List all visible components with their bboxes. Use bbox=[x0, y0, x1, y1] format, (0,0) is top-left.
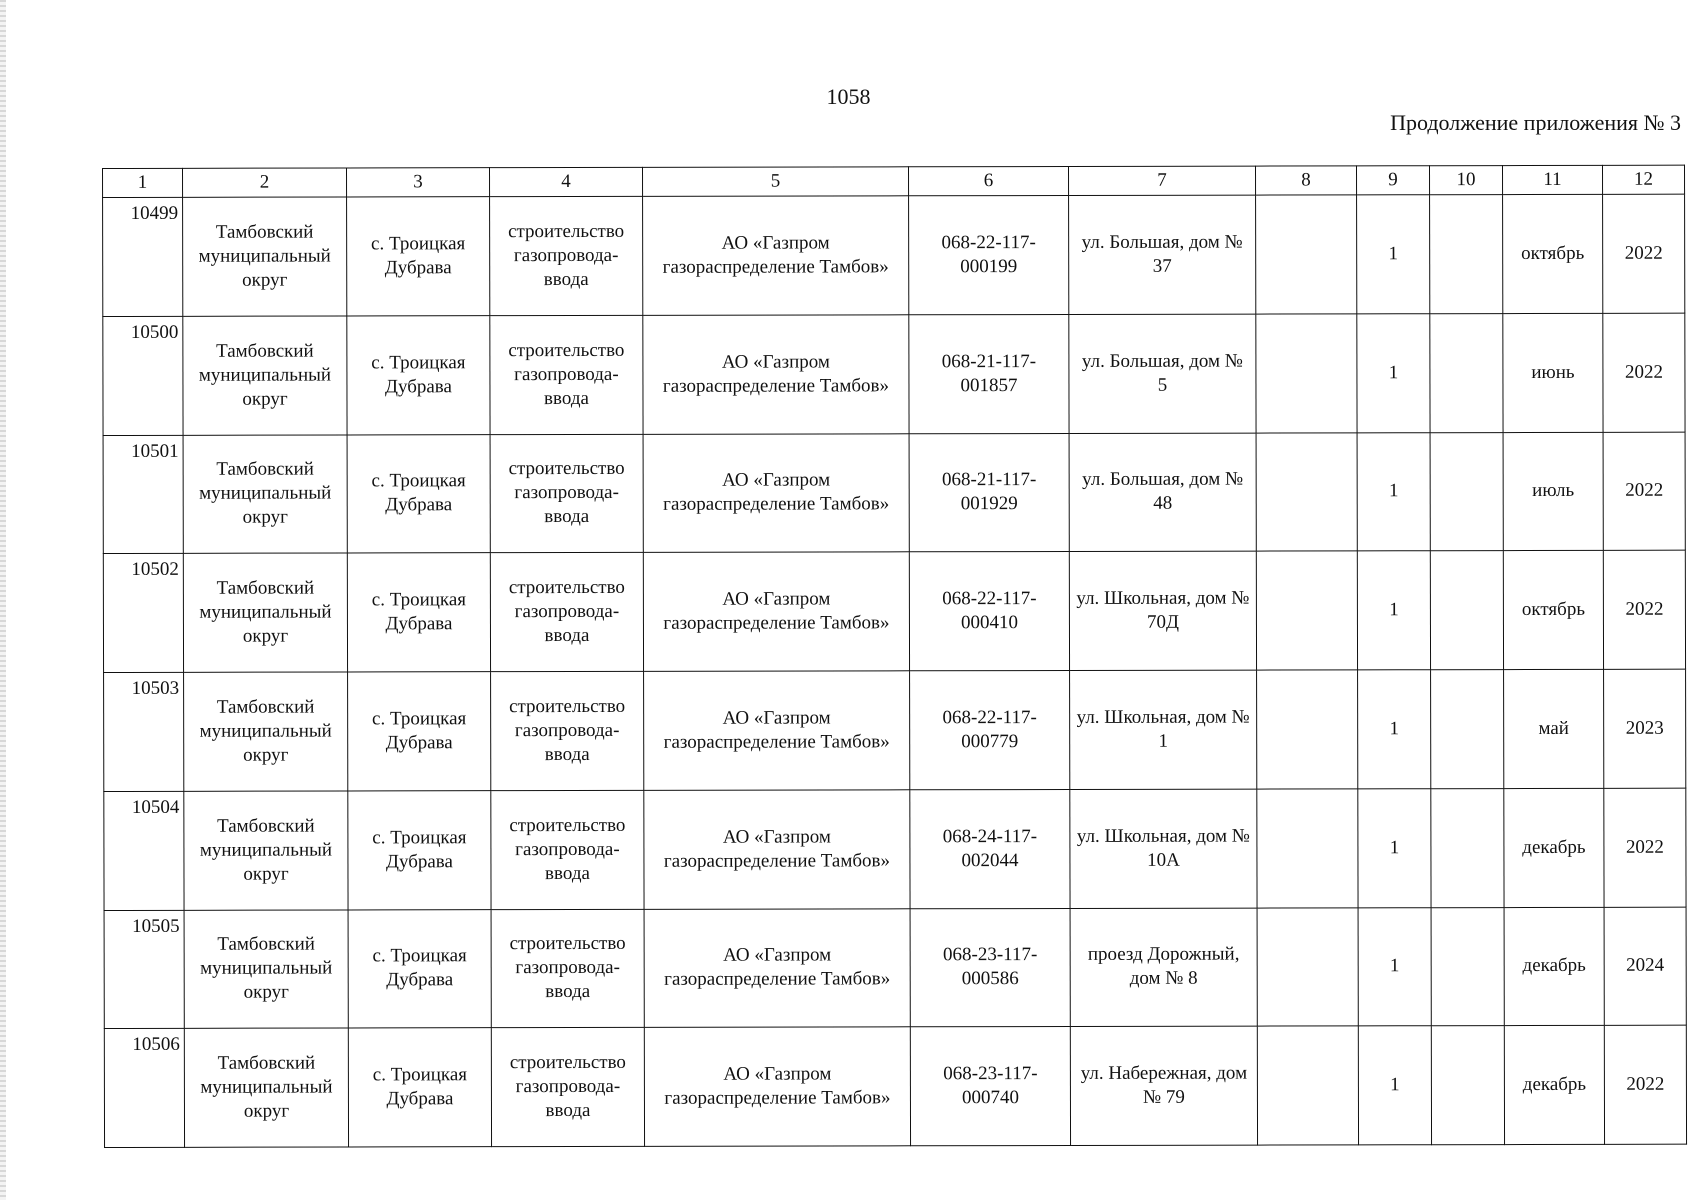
col8-cell bbox=[1256, 551, 1357, 670]
col8-cell bbox=[1256, 314, 1357, 433]
col8-cell bbox=[1257, 907, 1358, 1026]
object-code-cell: 068-21-117-001857 bbox=[909, 314, 1069, 433]
address-cell: ул. Большая, дом № 37 bbox=[1069, 195, 1256, 314]
column-header-11: 11 bbox=[1502, 165, 1602, 194]
header-row bbox=[103, 165, 1685, 197]
column-header-6: 6 bbox=[908, 166, 1068, 195]
row-number: 10504 bbox=[104, 791, 184, 910]
address-cell: ул. Школьная, дом № 10А bbox=[1070, 789, 1257, 908]
settlement-cell: с. Троицкая Дубрава bbox=[347, 553, 490, 672]
scan-edge bbox=[0, 0, 6, 1200]
month-cell: декабрь bbox=[1504, 1026, 1604, 1145]
column-header-5: 5 bbox=[642, 167, 908, 197]
quantity-cell: 1 bbox=[1357, 551, 1430, 670]
col10-cell bbox=[1430, 313, 1503, 432]
organization-cell: АО «Газпром газораспределение Тамбов» bbox=[643, 433, 909, 552]
row-number: 10505 bbox=[104, 910, 184, 1029]
work-type-cell: строительство газопровода-ввода bbox=[491, 1028, 644, 1147]
table-row bbox=[104, 788, 1686, 910]
year-cell: 2022 bbox=[1603, 432, 1685, 551]
object-code-cell: 068-23-117-000740 bbox=[910, 1027, 1070, 1146]
row-number: 10499 bbox=[103, 197, 183, 316]
quantity-cell: 1 bbox=[1358, 1026, 1431, 1145]
organization-cell: АО «Газпром газораспределение Тамбов» bbox=[644, 790, 910, 909]
address-cell: проезд Дорожный, дом № 8 bbox=[1070, 908, 1257, 1027]
table-row bbox=[104, 907, 1686, 1029]
district-cell: Тамбовский муниципальный округ bbox=[184, 1028, 348, 1147]
quantity-cell: 1 bbox=[1357, 432, 1430, 551]
settlement-cell: с. Троицкая Дубрава bbox=[348, 790, 491, 909]
district-cell: Тамбовский муниципальный округ bbox=[184, 791, 348, 910]
column-header-7: 7 bbox=[1068, 166, 1255, 195]
row-number: 10502 bbox=[103, 554, 183, 673]
district-cell: Тамбовский муниципальный округ bbox=[183, 553, 347, 672]
column-header-3: 3 bbox=[347, 168, 490, 197]
column-header-10: 10 bbox=[1429, 166, 1502, 195]
column-header-1: 1 bbox=[103, 168, 183, 197]
work-type-cell: строительство газопровода-ввода bbox=[491, 909, 644, 1028]
work-type-cell: строительство газопровода-ввода bbox=[490, 553, 643, 672]
settlement-cell: с. Троицкая Дубрава bbox=[347, 434, 490, 553]
column-header-2: 2 bbox=[183, 168, 347, 197]
month-cell: декабрь bbox=[1504, 907, 1604, 1026]
address-cell: ул. Большая, дом № 48 bbox=[1069, 433, 1256, 552]
object-code-cell: 068-22-117-000779 bbox=[910, 670, 1070, 789]
month-cell: октябрь bbox=[1503, 551, 1603, 670]
col10-cell bbox=[1431, 907, 1504, 1026]
table-row bbox=[104, 669, 1686, 791]
col8-cell bbox=[1256, 432, 1357, 551]
address-cell: ул. Школьная, дом № 1 bbox=[1070, 670, 1257, 789]
col8-cell bbox=[1257, 1026, 1358, 1145]
page-number: 1058 bbox=[826, 84, 871, 109]
table-row bbox=[103, 194, 1685, 316]
object-code-cell: 068-24-117-002044 bbox=[910, 789, 1070, 908]
district-cell: Тамбовский муниципальный округ bbox=[183, 316, 347, 435]
table-header bbox=[103, 165, 1685, 197]
district-cell: Тамбовский муниципальный округ bbox=[184, 909, 348, 1028]
table-row bbox=[104, 1025, 1686, 1147]
year-cell: 2022 bbox=[1604, 1025, 1686, 1144]
work-type-cell: строительство газопровода-ввода bbox=[490, 434, 643, 553]
settlement-cell: с. Троицкая Дубрава bbox=[347, 315, 490, 434]
address-cell: ул. Набережная, дом № 79 bbox=[1070, 1026, 1257, 1145]
col10-cell bbox=[1430, 195, 1503, 314]
object-code-cell: 068-22-117-000199 bbox=[909, 195, 1069, 314]
col8-cell bbox=[1257, 789, 1358, 908]
object-code-cell: 068-23-117-000586 bbox=[910, 908, 1070, 1027]
address-cell: ул. Большая, дом № 5 bbox=[1069, 314, 1256, 433]
column-header-12: 12 bbox=[1602, 165, 1684, 194]
organization-cell: АО «Газпром газораспределение Тамбов» bbox=[643, 552, 909, 671]
appendix-continuation-note: Продолжение приложения № 3 bbox=[1390, 110, 1681, 135]
table-row bbox=[103, 313, 1685, 435]
table-row bbox=[103, 432, 1685, 554]
work-type-cell: строительство газопровода-ввода bbox=[490, 315, 643, 434]
year-cell: 2022 bbox=[1603, 550, 1685, 669]
quantity-cell: 1 bbox=[1358, 788, 1431, 907]
settlement-cell: с. Троицкая Дубрава bbox=[348, 672, 491, 791]
col8-cell bbox=[1257, 670, 1358, 789]
district-cell: Тамбовский муниципальный округ bbox=[184, 672, 348, 791]
row-number: 10503 bbox=[104, 672, 184, 791]
table-row bbox=[103, 550, 1685, 672]
year-cell: 2023 bbox=[1604, 669, 1686, 788]
object-code-cell: 068-22-117-000410 bbox=[909, 552, 1069, 671]
column-header-9: 9 bbox=[1356, 166, 1429, 195]
month-cell: июль bbox=[1503, 432, 1603, 551]
work-type-cell: строительство газопровода-ввода bbox=[491, 671, 644, 790]
organization-cell: АО «Газпром газораспределение Тамбов» bbox=[643, 196, 909, 315]
month-cell: декабрь bbox=[1504, 788, 1604, 907]
quantity-cell: 1 bbox=[1358, 907, 1431, 1026]
work-type-cell: строительство газопровода-ввода bbox=[490, 196, 643, 315]
settlement-cell: с. Троицкая Дубрава bbox=[348, 909, 491, 1028]
object-code-cell: 068-21-117-001929 bbox=[909, 433, 1069, 552]
row-number: 10506 bbox=[104, 1029, 184, 1148]
district-cell: Тамбовский муниципальный округ bbox=[183, 434, 347, 553]
quantity-cell: 1 bbox=[1357, 313, 1430, 432]
organization-cell: АО «Газпром газораспределение Тамбов» bbox=[644, 908, 910, 1027]
row-number: 10501 bbox=[103, 435, 183, 554]
year-cell: 2022 bbox=[1603, 313, 1685, 432]
address-cell: ул. Школьная, дом № 70Д bbox=[1069, 551, 1256, 670]
col10-cell bbox=[1430, 551, 1503, 670]
table-body bbox=[103, 194, 1687, 1147]
year-cell: 2022 bbox=[1603, 194, 1685, 313]
row-number: 10500 bbox=[103, 316, 183, 435]
col8-cell bbox=[1256, 195, 1357, 314]
col10-cell bbox=[1430, 432, 1503, 551]
settlement-cell: с. Троицкая Дубрава bbox=[348, 1028, 491, 1147]
organization-cell: АО «Газпром газораспределение Тамбов» bbox=[644, 671, 910, 790]
year-cell: 2024 bbox=[1604, 907, 1686, 1026]
col10-cell bbox=[1431, 670, 1504, 789]
settlement-cell: с. Троицкая Дубрава bbox=[347, 197, 490, 316]
organization-cell: АО «Газпром газораспределение Тамбов» bbox=[644, 1027, 910, 1146]
month-cell: май bbox=[1504, 669, 1604, 788]
col10-cell bbox=[1431, 1026, 1504, 1145]
month-cell: июнь bbox=[1503, 313, 1603, 432]
register-table bbox=[102, 165, 1687, 1148]
quantity-cell: 1 bbox=[1358, 670, 1431, 789]
col10-cell bbox=[1431, 788, 1504, 907]
quantity-cell: 1 bbox=[1357, 195, 1430, 314]
district-cell: Тамбовский муниципальный округ bbox=[183, 197, 347, 316]
column-header-8: 8 bbox=[1255, 166, 1356, 195]
month-cell: октябрь bbox=[1503, 194, 1603, 313]
column-header-4: 4 bbox=[490, 167, 643, 196]
work-type-cell: строительство газопровода-ввода bbox=[491, 790, 644, 909]
organization-cell: АО «Газпром газораспределение Тамбов» bbox=[643, 315, 909, 434]
year-cell: 2022 bbox=[1604, 788, 1686, 907]
